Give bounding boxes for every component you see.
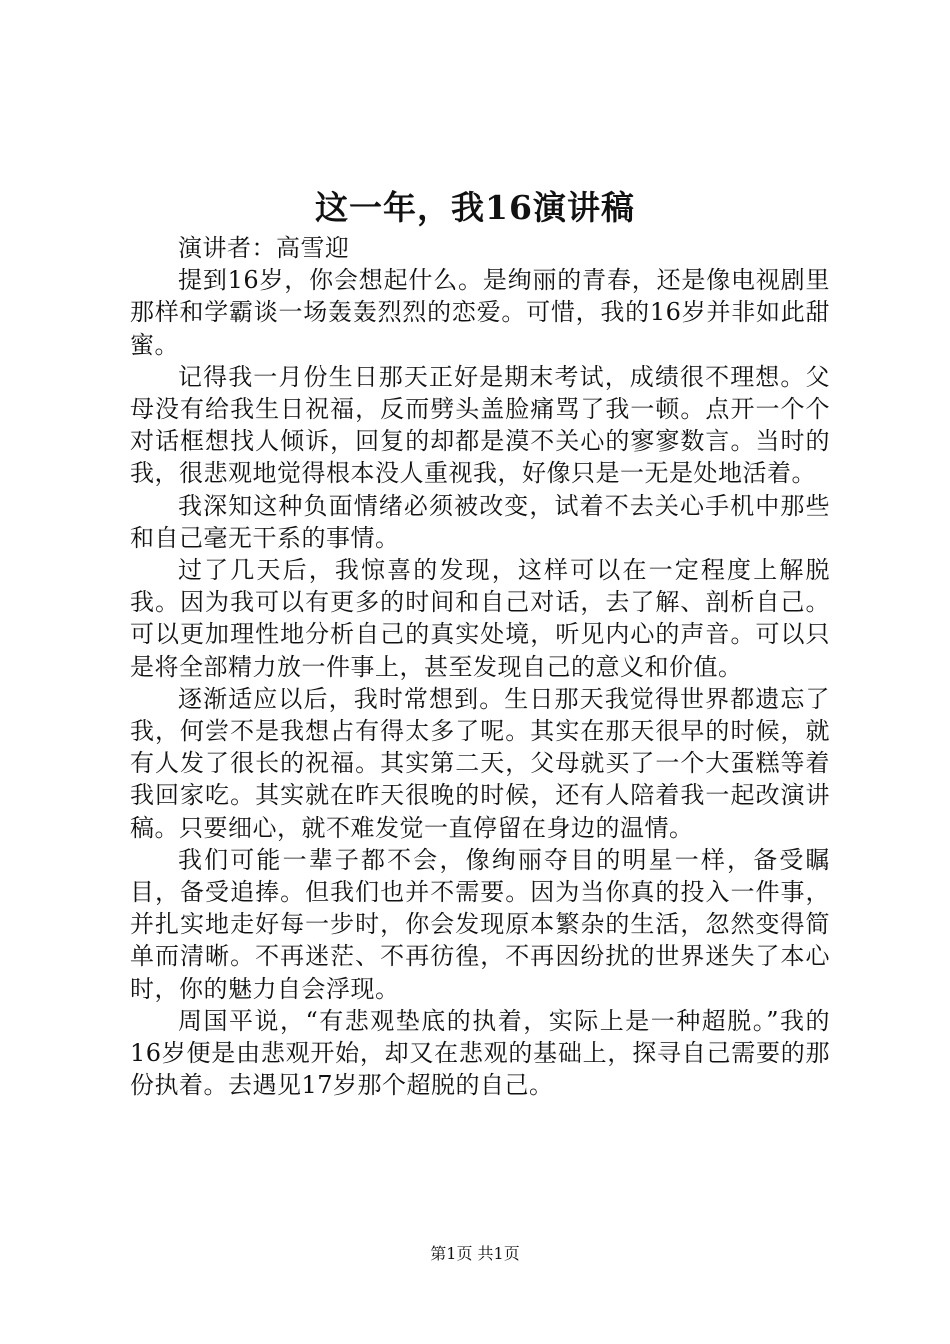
- paragraph-3: 我深知这种负面情绪必须被改变，试着不去关心手机中那些和自己毫无干系的事情。: [130, 491, 830, 552]
- document-body: [130, 232, 830, 1101]
- paragraph-5: 逐渐适应以后，我时常想到。生日那天我觉得世界都遗忘了我，何尝不是我想占有得太多了呢。其实在那天很早的时候，就有人发了很长的祝福。其实第二天，父母就买了一个大蛋糕等着我回家吃。其实就在昨天很晚的时候，还有人陪着我一起改演讲稿。只要细心，就不难发觉一直停留在身边的温情。: [130, 684, 830, 842]
- paragraph-1: 提到16岁，你会想起什么。是绚丽的青春，还是像电视剧里那样和学霸谈一场轰轰烈烈的恋爱。可惜，我的16岁并非如此甜蜜。: [130, 266, 830, 359]
- document-title: 这一年，我16演讲稿: [315, 188, 635, 227]
- speaker-line: 演讲者：高雪迎: [178, 234, 350, 262]
- paragraph-6: 我们可能一辈子都不会，像绚丽夺目的明星一样，备受瞩目，备受追捧。但我们也并不需要。因为当你真的投入一件事，并扎实地走好每一步时，你会发现原本繁杂的生活，忽然变得简单而清晰。不再迷茫、不再彷徨，不再因纷扰的世界迷失了本心时，你的魅力自会浮现。: [130, 845, 830, 1003]
- paragraph-7: 周国平说，“有悲观垫底的执着，实际上是一种超脱。”我的16岁便是由悲观开始，却又在悲观的基础上，探寻自己需要的那份执着。去遇见17岁那个超脱的自己。: [130, 1006, 830, 1100]
- paragraph-4: 过了几天后，我惊喜的发现，这样可以在一定程度上解脱我。因为我可以有更多的时间和自己对话，去了解、剖析自己。可以更加理性地分析自己的真实处境，听见内心的声音。可以只是将全部精力放一件事上，甚至发现自己的意义和价值。: [130, 556, 830, 681]
- page-footer: 第1页 共1页: [430, 1244, 520, 1263]
- paragraph-2: 记得我一月份生日那天正好是期末考试，成绩很不理想。父母没有给我生日祝福，反而劈头盖脸痛骂了我一顿。点开一个个对话框想找人倾诉，回复的却都是漠不关心的寥寥数言。当时的我，很悲观地觉得根本没人重视我，好像只是一无是处地活着。: [130, 362, 830, 488]
